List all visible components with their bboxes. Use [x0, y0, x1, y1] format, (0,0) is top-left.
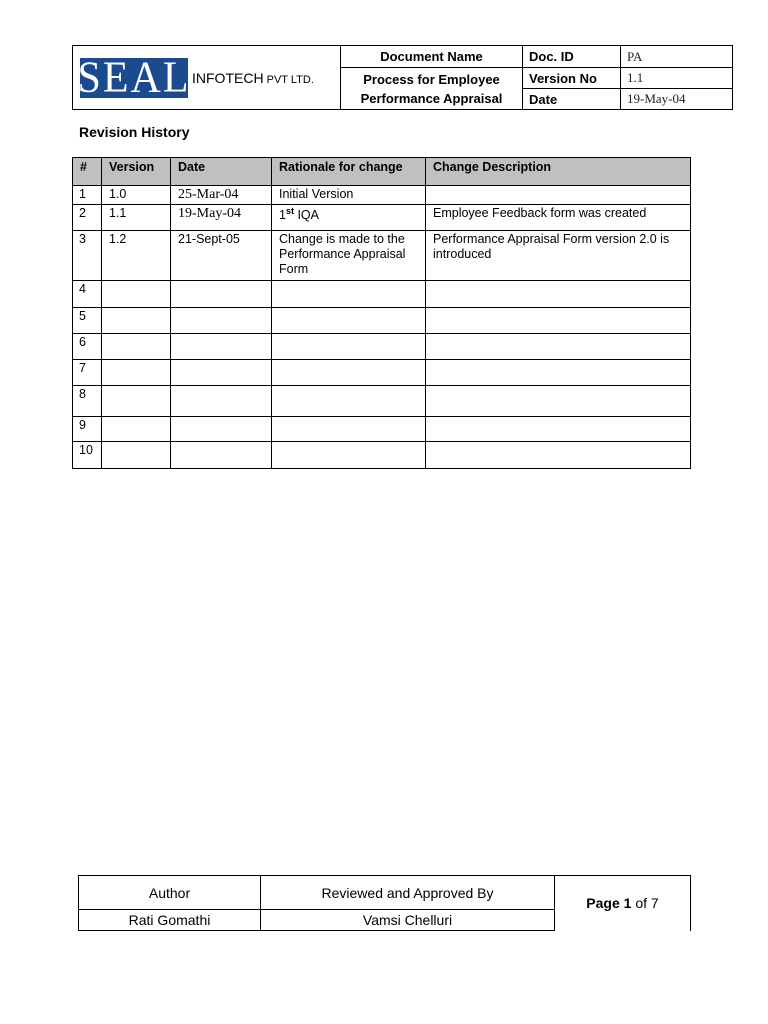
col-header-num: #: [73, 158, 102, 186]
document-name-label: Document Name: [341, 46, 523, 68]
table-row: [73, 281, 691, 308]
doc-id-label: Doc. ID: [523, 46, 621, 68]
row-date: 21-Sept-05: [171, 231, 272, 281]
document-name-value: Process for Employee Performance Appraisal: [341, 68, 523, 110]
version-value: 1.1: [621, 68, 733, 89]
row-rationale: 1st IQA: [272, 205, 426, 231]
revision-history-title: Revision History: [79, 124, 190, 140]
row-num: 6: [73, 334, 102, 360]
row-num: 10: [73, 442, 102, 469]
document-footer: [78, 875, 691, 931]
row-rationale: Change is made to the Performance Appraisal Form: [272, 231, 426, 281]
revision-table: [72, 157, 691, 469]
table-row: [73, 205, 691, 231]
row-num: 2: [73, 205, 102, 231]
doc-id-value: PA: [621, 46, 733, 68]
table-row: [73, 360, 691, 386]
author-name: Rati Gomathi: [79, 910, 261, 931]
row-description: [426, 186, 691, 205]
row-num: 5: [73, 308, 102, 334]
row-version: 1.2: [102, 231, 171, 281]
logo-company-name: INFOTECH PVT LTD.: [192, 69, 314, 86]
row-num: 7: [73, 360, 102, 386]
row-date: 19-May-04: [171, 205, 272, 231]
table-row: [73, 386, 691, 417]
table-row: [73, 308, 691, 334]
company-logo: [73, 46, 341, 110]
col-header-date: Date: [171, 158, 272, 186]
row-num: 4: [73, 281, 102, 308]
table-row: [73, 442, 691, 469]
row-num: 8: [73, 386, 102, 417]
author-label: Author: [79, 876, 261, 910]
table-row: [73, 186, 691, 205]
table-header-row: [73, 158, 691, 186]
col-header-version: Version: [102, 158, 171, 186]
row-num: 3: [73, 231, 102, 281]
row-rationale: Initial Version: [272, 186, 426, 205]
date-value: 19-May-04: [621, 89, 733, 110]
date-label: Date: [523, 89, 621, 110]
reviewer-name: Vamsi Chelluri: [261, 910, 555, 931]
row-num: 1: [73, 186, 102, 205]
document-header: [72, 45, 733, 110]
version-label: Version No: [523, 68, 621, 89]
col-header-rationale: Rationale for change: [272, 158, 426, 186]
col-header-description: Change Description: [426, 158, 691, 186]
row-version: 1.1: [102, 205, 171, 231]
row-version: 1.0: [102, 186, 171, 205]
logo-mark: SEAL: [77, 53, 191, 102]
table-row: [73, 334, 691, 360]
row-description: Employee Feedback form was created: [426, 205, 691, 231]
table-row: [73, 231, 691, 281]
page-number: Page 1 of 7: [555, 876, 691, 931]
row-description: Performance Appraisal Form version 2.0 is introduced: [426, 231, 691, 281]
table-row: [73, 417, 691, 442]
row-date: 25-Mar-04: [171, 186, 272, 205]
row-num: 9: [73, 417, 102, 442]
reviewed-label: Reviewed and Approved By: [261, 876, 555, 910]
